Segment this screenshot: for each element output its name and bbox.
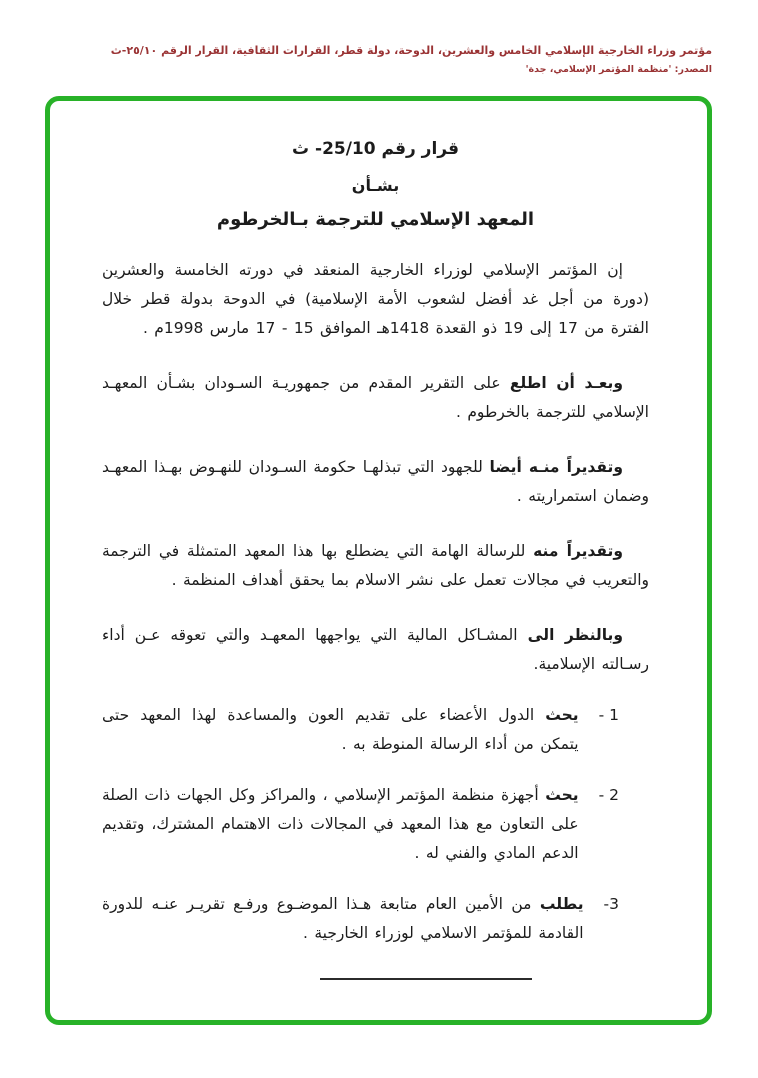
list-item xyxy=(102,701,649,759)
item-text xyxy=(102,781,579,868)
document-content xyxy=(50,101,707,980)
document-header xyxy=(40,44,712,75)
separator-line xyxy=(320,978,532,980)
regarding-title: بشـأن xyxy=(351,176,400,195)
item-lead: يطلب xyxy=(539,895,584,913)
item-lead: يحث xyxy=(545,706,579,724)
item-body: أجهزة منظمة المؤتمر الإسلامي ، والمراكز وكل الجهات ذات الصلة على التعاون مع هذا المعهد في المجالات ذات الاهتمام المشترك، وتقديم الدعم المادي والفني له . xyxy=(102,786,579,862)
item-body: الدول الأعضاء على تقديم العون والمساعدة لهذا المعهد حتى يتمكن من أداء الرسالة المنوطة به . xyxy=(102,706,579,753)
list-item xyxy=(102,781,649,868)
resolution-number-title: قرار رقم 25/10- ث xyxy=(292,139,459,159)
paragraph-text: المشـاكل المالية التي يواجهها المعهـد والتي تعوقه عـن أداء رسـالته الإسلامية. xyxy=(102,626,649,673)
paragraph-text: على التقرير المقدم من جمهوريـة السـودان بشـأن المعهـد الإسلامي للترجمة بالخرطوم . xyxy=(102,374,649,421)
item-text xyxy=(102,890,584,948)
paragraph-preamble xyxy=(102,256,649,343)
paragraph-lead: وتقديراً منـه أيضا xyxy=(489,458,623,476)
paragraph-appreciation-efforts xyxy=(102,453,649,511)
subject-title: المعهد الإسلامي للترجمة بـالخرطوم xyxy=(216,209,535,230)
header-source: المصدر: 'منظمة المؤتمر الإسلامي، جدة' xyxy=(525,64,712,75)
paragraph-text: إن المؤتمر الإسلامي لوزراء الخارجية المنعقد في دورته الخامسة والعشرين (دورة من أجل غد أفضل لشعوب الأمة الإسلامية) في الدوحة بدولة قطر خلال الفترة من 17 إلى 19 ذو القعدة 1418هـ الموافق 15 - 17 مارس 1998م . xyxy=(102,261,649,337)
paragraph-lead: وبالنظر الى xyxy=(527,626,624,644)
paragraph-text: للجهود التي تبذلهـا حكومة السـودان للنهـوض بهـذا المعهـد وضمان استمراريته . xyxy=(102,458,649,505)
item-number: -3 xyxy=(603,895,619,913)
paragraph-text: للرسالة الهامة التي يضطلع بها هذا المعهد المتمثلة في الترجمة والتعريب في مجالات تعمل على نشر الاسلام بما يحقق أهداف المنظمة . xyxy=(102,542,649,589)
resolution-items xyxy=(102,701,649,948)
paragraph-lead: وبعـد أن اطلع xyxy=(509,374,623,392)
document-titles xyxy=(102,139,649,230)
document-frame xyxy=(45,96,712,1025)
item-lead: يحث xyxy=(545,786,579,804)
header-citation: مؤتمر وزراء الخارجية الإسلامي الخامس والعشرين، الدوحة، دولة قطر، القرارات الثقافية، القرار الرقم ٢٥/١٠-ث xyxy=(110,44,712,57)
paragraph-appreciation-mission xyxy=(102,537,649,595)
paragraph-financial-problems xyxy=(102,621,649,679)
paragraph-lead: وتقديراً منه xyxy=(533,542,623,560)
paragraph-report xyxy=(102,369,649,427)
item-number: - 1 xyxy=(598,706,619,724)
item-number: - 2 xyxy=(598,786,619,804)
item-text xyxy=(102,701,579,759)
item-body: من الأمين العام متابعة هـذا الموضـوع ورفـع تقريـر عنـه للدورة القادمة للمؤتمر الاسلامي لوزراء الخارجية . xyxy=(102,895,584,942)
list-item xyxy=(102,890,649,948)
